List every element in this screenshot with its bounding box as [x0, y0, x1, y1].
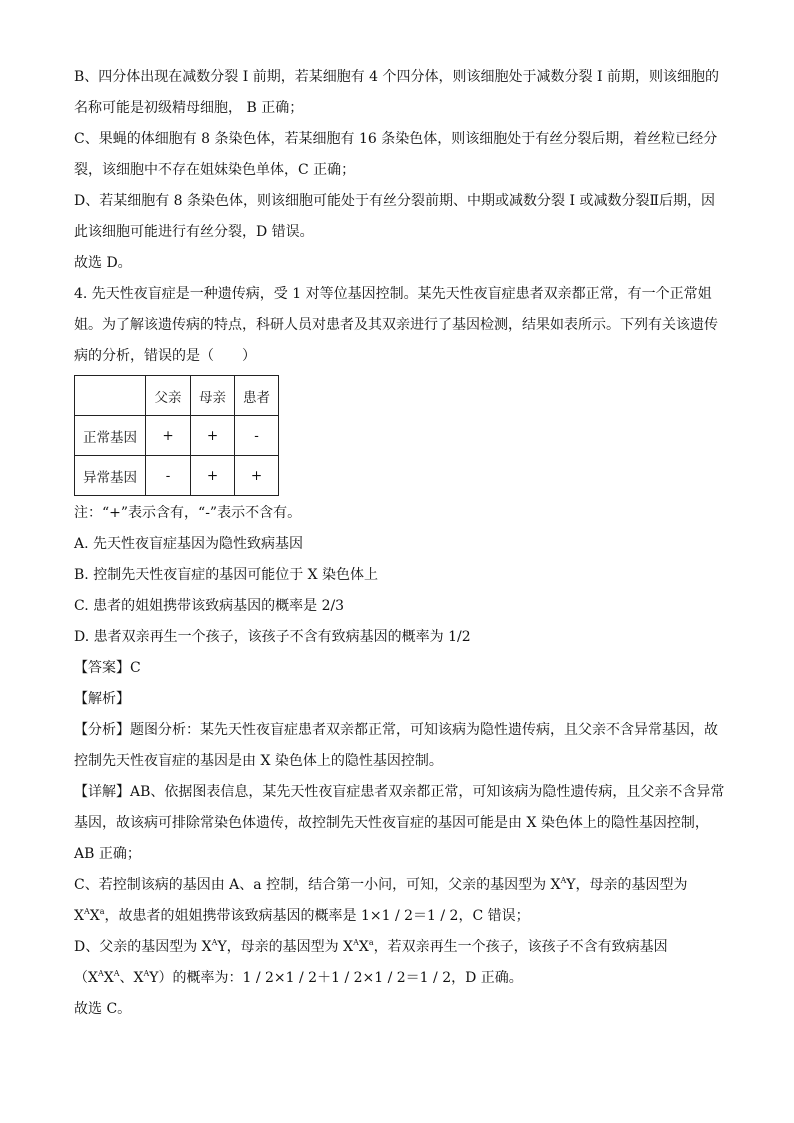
option-c: C. 患者的姐姐携带该致病基因的概率是 2/3 — [74, 598, 345, 614]
table-cell: 异常基因 — [75, 456, 146, 496]
xiangjie-c-line1 — [74, 870, 726, 901]
text-span: ，若双亲再生一个孩子，该孩子不含有致病基因 — [373, 939, 668, 955]
document-page — [74, 62, 726, 1025]
table-row — [75, 456, 279, 496]
text-span: （X — [74, 970, 98, 986]
question-line1: 4. 先天性夜盲症是一种遗传病，受 1 对等位基因控制。某先天性夜盲症患者双亲都正常，有一个正常姐 — [74, 286, 712, 302]
text-span: X — [358, 939, 369, 955]
prev-c-line2: 裂，该细胞中不存在姐妹染色单体，C 正确； — [74, 162, 356, 178]
option-d: D. 患者双亲再生一个孩子，该孩子不含有致病基因的概率为 1/2 — [74, 629, 471, 645]
xiangjie-d-line2 — [74, 963, 726, 994]
xiangjie-line3: AB 正确； — [74, 846, 141, 862]
xiangjie-text: AB、依据图表信息，某先天性夜盲症患者双亲都正常，可知该病为隐性遗传病，且父亲不含异常 — [130, 784, 725, 800]
answer-line — [74, 653, 726, 684]
superscript: A — [560, 876, 567, 885]
prev-b-line1: B、四分体出现在减数分裂 I 前期，若某细胞有 4 个四分体，则该细胞处于减数分裂 I 前期，则该细胞的 — [74, 69, 719, 85]
fenxi-line2: 控制先天性夜盲症的基因是由 X 染色体上的隐性基因控制。 — [74, 753, 443, 769]
table-cell: + — [235, 456, 279, 496]
text-span: X — [89, 908, 100, 924]
table-cell: - — [235, 416, 279, 456]
table-row — [75, 416, 279, 456]
superscript: A — [113, 969, 120, 978]
prev-c-line1: C、果蝇的体细胞有 8 条染色体，若某细胞有 16 条染色体，则该细胞处于有丝分裂后期，着丝粒已经分 — [74, 131, 718, 147]
table-header-cell: 患者 — [235, 376, 279, 416]
answer-label: 【答案】 — [74, 660, 130, 676]
fenxi-text: 题图分析：某先天性夜盲症患者双亲都正常，可知该病为隐性遗传病，且父亲不含异常基因，故 — [130, 722, 718, 738]
text-span: C、若控制该病的基因由 A、a 控制，结合第一小问，可知，父亲的基因型为 X — [74, 877, 561, 893]
fenxi-line1 — [74, 715, 726, 746]
xiangjie-label: 【详解】 — [74, 784, 130, 800]
table-note: 注：“+”表示含有，“-”表示不含有。 — [74, 505, 302, 521]
superscript: A — [211, 938, 218, 947]
superscript: A — [353, 938, 359, 947]
answer-value: C — [130, 660, 141, 676]
text-span: Y，母亲的基因型为 X — [217, 939, 354, 955]
superscript: a — [368, 938, 374, 947]
final-answer: 故选 C。 — [74, 1001, 132, 1017]
xiangjie-line2: 基因，故该病可排除常染色体遗传，故控制先天性夜盲症的基因可能是由 X 染色体上的隐性基因控制， — [74, 815, 709, 831]
superscript: a — [99, 907, 105, 916]
table-cell: + — [146, 416, 191, 456]
text-span: X — [103, 970, 114, 986]
table-cell: - — [146, 456, 191, 496]
text-span: 、X — [119, 970, 144, 986]
table-cell: + — [191, 416, 235, 456]
table-header-row — [75, 376, 279, 416]
superscript: A — [143, 969, 150, 978]
table-header-cell — [75, 376, 146, 416]
table-cell: 正常基因 — [75, 416, 146, 456]
xiangjie-c-line2 — [74, 901, 726, 932]
fenxi-label: 【分析】 — [74, 722, 130, 738]
text-span: Y，母亲的基因型为 — [566, 877, 688, 893]
analysis-label: 【解析】 — [74, 691, 130, 707]
prev-d-line1: D、若某细胞有 8 条染色体，则该细胞可能处于有丝分裂前期、中期或减数分裂 I 或减数分裂Ⅱ后期，因 — [74, 193, 715, 209]
prev-b-line2: 名称可能是初级精母细胞， B 正确； — [74, 100, 304, 116]
xiangjie-line1 — [74, 777, 726, 808]
option-b: B. 控制先天性夜盲症的基因可能位于 X 染色体上 — [74, 567, 379, 583]
superscript: A — [97, 969, 104, 978]
text-span: D、父亲的基因型为 X — [74, 939, 212, 955]
table-header-cell: 母亲 — [191, 376, 235, 416]
prev-d-line2: 此该细胞可能进行有丝分裂，D 错误。 — [74, 224, 314, 240]
prev-answer: 故选 D。 — [74, 255, 132, 271]
superscript: A — [83, 907, 90, 916]
text-span: X — [74, 908, 84, 924]
table-header-cell: 父亲 — [146, 376, 191, 416]
question-line3: 病的分析，错误的是（ ） — [74, 348, 256, 364]
question-line2: 姐。为了解该遗传病的特点，科研人员对患者及其双亲进行了基因检测，结果如表所示。下列有关该遗传 — [74, 317, 718, 333]
option-a: A. 先天性夜盲症基因为隐性致病基因 — [74, 536, 304, 552]
text-span: Y）的概率为：1 / 2×1 / 2＋1 / 2×1 / 2＝1 / 2，D 正确。 — [149, 970, 523, 986]
text-span: ，故患者的姐姐携带该致病基因的概率是 1×1 / 2＝1 / 2，C 错误； — [104, 908, 530, 924]
gene-test-table — [74, 375, 279, 496]
xiangjie-d-line1 — [74, 932, 726, 963]
table-cell: + — [191, 456, 235, 496]
